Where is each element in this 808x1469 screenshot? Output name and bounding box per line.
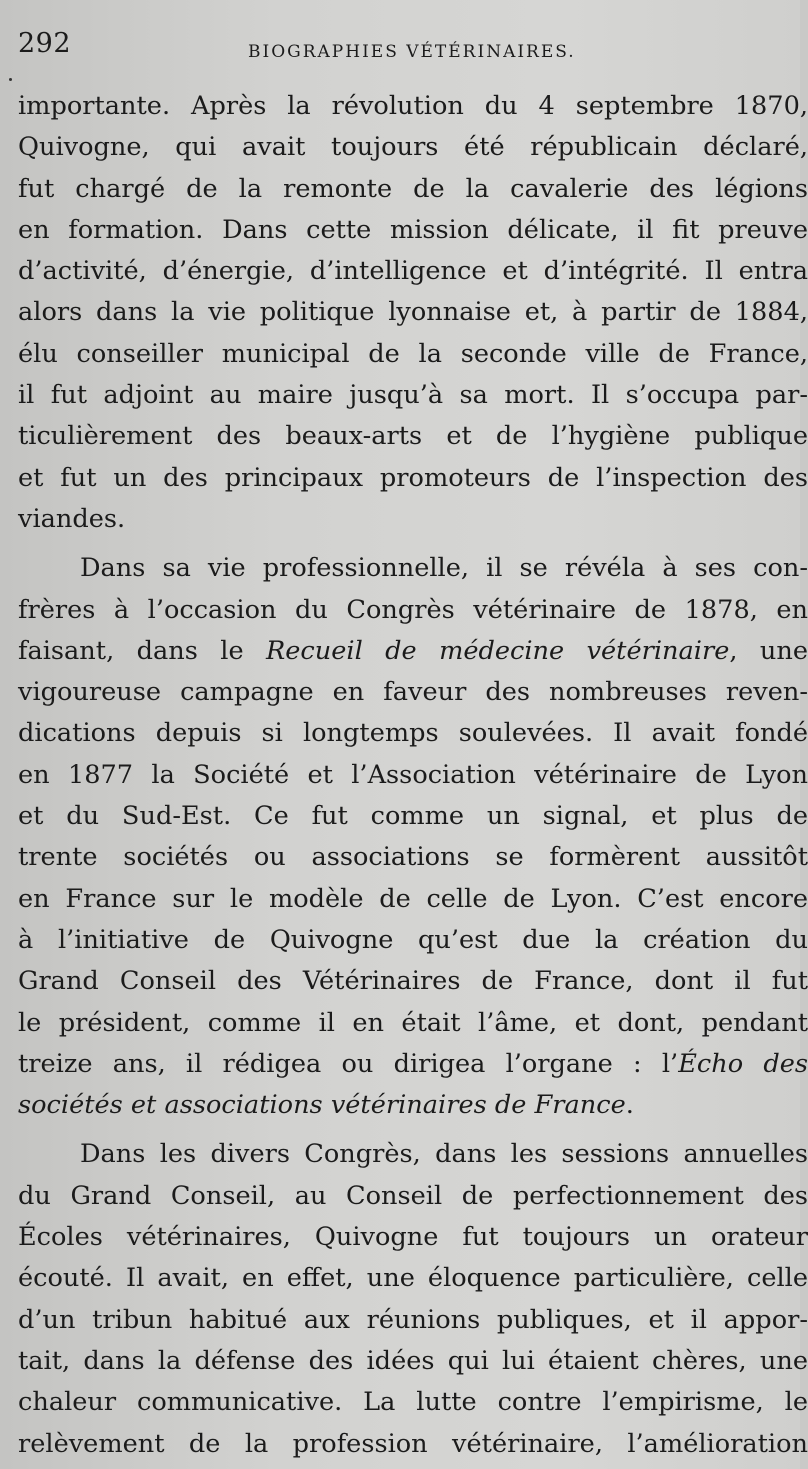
italic-title: Recueil de médecine vétérinaire	[266, 635, 730, 666]
text-line: tait, dans la défense des idées qui lui étaient chères, une	[18, 1345, 808, 1376]
text-line: Grand Conseil des Vétérinaires de France, dont il fut	[18, 966, 808, 997]
text-line: et fut un des principaux promoteurs de l’inspection des	[18, 462, 808, 493]
text-line: relèvement de la profession vétérinaire, l’amélioration	[18, 1428, 808, 1459]
text-line: en France sur le modèle de celle de Lyon. C’est encore	[18, 883, 808, 914]
page-number: 292	[18, 28, 72, 59]
text-run: .	[625, 1090, 634, 1121]
text-line: frères à l’occasion du Congrès vétérinaire de 1878, en	[18, 594, 808, 625]
text-run: faisant, dans le	[18, 635, 244, 666]
text-line: et du Sud-Est. Ce fut comme un signal, et plus de	[18, 801, 808, 832]
text-line: d’activité, d’énergie, d’intelligence et d’intégrité. Il entra	[18, 256, 808, 287]
text-line: vigoureuse campagne en faveur des nombreuses reven-	[18, 677, 808, 708]
paragraph-1	[18, 86, 808, 540]
text-line: Quivogne, qui avait toujours été républicain déclaré,	[18, 132, 808, 163]
text-line: le président, comme il en était l’âme, et dont, pendant	[18, 1007, 808, 1038]
paragraph-3	[18, 1134, 808, 1464]
text-line: en formation. Dans cette mission délicate, il fit preuve	[18, 214, 808, 245]
text-line: alors dans la vie politique lyonnaise et, à partir de 1884,	[18, 297, 808, 328]
text-line: en 1877 la Société et l’Association vétérinaire de Lyon	[18, 759, 808, 790]
text-line	[18, 631, 808, 672]
margin-mark	[9, 78, 12, 81]
text-line: du Grand Conseil, au Conseil de perfectionnement des	[18, 1180, 808, 1211]
text-run: , une	[729, 635, 808, 666]
italic-title: sociétés et associations vétérinaires de France	[18, 1090, 626, 1121]
text-line: dications depuis si longtemps soulevées. Il avait fondé	[18, 718, 808, 749]
running-header	[18, 22, 788, 62]
body-text	[18, 86, 808, 1465]
text-line: il fut adjoint au maire jusqu’à sa mort. Il s’occupa par-	[18, 380, 808, 411]
text-line: d’un tribun habitué aux réunions publiques, et il appor-	[18, 1304, 808, 1335]
text-line: Écoles vétérinaires, Quivogne fut toujours un orateur	[18, 1222, 808, 1253]
text-line: élu conseiller municipal de la seconde ville de France,	[18, 338, 808, 369]
text-line: écouté. Il avait, en effet, une éloquence particulière, celle	[18, 1263, 808, 1294]
text-line: Dans les divers Congrès, dans les sessions annuelles	[80, 1139, 808, 1170]
text-line: ticulièrement des beaux-arts et de l’hygiène publique	[18, 421, 808, 452]
text-line: à l’initiative de Quivogne qu’est due la création du	[18, 924, 808, 955]
running-title: BIOGRAPHIES VÉTÉRINAIRES.	[248, 42, 576, 62]
text-line	[18, 1085, 808, 1126]
text-line: trente sociétés ou associations se formèrent aussitôt	[18, 842, 808, 873]
text-line: viandes.	[18, 503, 126, 534]
text-line: chaleur communicative. La lutte contre l’empirisme, le	[18, 1387, 808, 1418]
text-line: fut chargé de la remonte de la cavalerie des légions	[18, 173, 808, 204]
text-line: importante. Après la révolution du 4 septembre 1870,	[18, 91, 808, 121]
italic-title: Écho des	[678, 1048, 808, 1079]
text-run: treize ans, il rédigea ou dirigea l’organe : l’	[18, 1048, 679, 1079]
paragraph-2	[18, 548, 808, 1126]
text-line	[18, 1044, 808, 1085]
text-line: Dans sa vie professionnelle, il se révéla à ses con-	[80, 553, 808, 584]
